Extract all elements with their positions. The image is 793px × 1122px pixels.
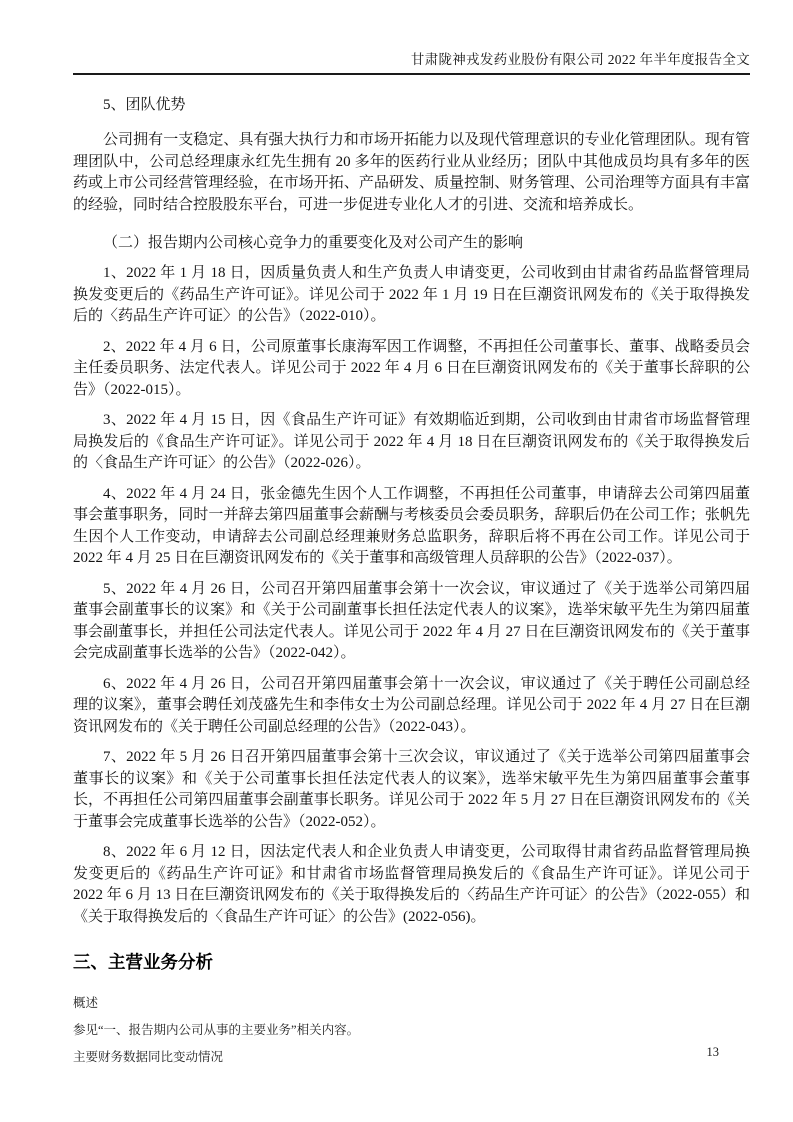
team-advantage-heading: 5、团队优势 [103, 97, 186, 113]
report-body [73, 94, 750, 1065]
change-item-3: 3、2022 年 4 月 15 日，因《食品生产许可证》有效期临近到期，公司收到由甘肃省市场监督管理局换发后的《食品生产许可证》。详见公司于 2022 年 4 月 18 日在巨潮资讯网发布的《关于取得换发后的〈食品生产许可证〉的公告》（2022-026）。 [73, 412, 750, 471]
page-number: 13 [706, 1045, 719, 1059]
report-header-title: 甘肃陇神戎发药业股份有限公司 2022 年半年度报告全文 [73, 52, 750, 75]
core-competitiveness-changes-heading: （二）报告期内公司核心竞争力的重要变化及对公司产生的影响 [103, 235, 524, 251]
change-item-8: 8、2022 年 6 月 12 日，因法定代表人和企业负责人申请变更，公司取得甘肃省药品监督管理局换发变更后的《药品生产许可证》和甘肃省市场监督管理局换发后的《食品生产许可证》。详见公司于 2022 年 6 月 13 日在巨潮资讯网发布的《关于取得换发后的〈药品生产许可证〉的公告》（2022-055）和《关于取得换发后的〈食品生产许可证〉的公告》(2022-056)。 [73, 844, 750, 925]
main-business-analysis-heading: 三、主营业务分析 [73, 952, 213, 972]
overview-label: 概述 [73, 996, 99, 1010]
overview-reference-text: 参见“一、报告期内公司从事的主要业务”相关内容。 [73, 1023, 360, 1037]
change-item-7: 7、2022 年 5 月 26 日召开第四届董事会第十三次会议，审议通过了《关于选举公司第四届董事会董事长的议案》和《关于公司董事长担任法定代表人的议案》，选举宋敏平先生为第四届董事会董事长，不再担任公司第四届董事会副董事长职务。详见公司于 2022 年 5 月 27 日在巨潮资讯网发布的《关于董事会完成董事长选举的公告》（2022-052）。 [73, 749, 750, 830]
change-item-4: 4、2022 年 4 月 24 日，张金德先生因个人工作调整，不再担任公司董事，申请辞去公司第四届董事会董事职务，同时一并辞去第四届董事会薪酬与考核委员会委员职务，辞职后仍在公司工作；张帆先生因个人工作变动，申请辞去公司副总经理兼财务总监职务，辞职后将不再在公司工作。详见公司于 2022 年 4 月 25 日在巨潮资讯网发布的《关于董事和高级管理人员辞职的公告》（2022-037）。 [73, 485, 750, 566]
financial-data-change-label: 主要财务数据同比变动情况 [73, 1050, 224, 1064]
change-item-1: 1、2022 年 1 月 18 日，因质量负责人和生产负责人申请变更，公司收到由甘肃省药品监督管理局换发变更后的《药品生产许可证》。详见公司于 2022 年 1 月 19 日在巨潮资讯网发布的《关于取得换发后的〈药品生产许可证〉的公告》（2022-010）。 [73, 265, 750, 324]
change-item-6: 6、2022 年 4 月 26 日，公司召开第四届董事会第十一次会议，审议通过了《关于聘任公司副总经理的议案》，董事会聘任刘茂盛先生和李伟女士为公司副总经理。详见公司于 2022 年 4 月 27 日在巨潮资讯网发布的《关于聘任公司副总经理的公告》（2022-043）。 [73, 675, 750, 735]
change-item-5: 5、2022 年 4 月 26 日，公司召开第四届董事会第十一次会议，审议通过了《关于选举公司第四届董事会副董事长的议案》和《关于公司副董事长担任法定代表人的议案》，选举宋敏平先生为第四届董事会副董事长，并担任公司法定代表人。详见公司于 2022 年 4 月 27 日在巨潮资讯网发布的《关于董事会完成副董事长选举的公告》（2022-042）。 [73, 580, 750, 661]
team-advantage-paragraph: 公司拥有一支稳定、具有强大执行力和市场开拓能力以及现代管理意识的专业化管理团队。现有管理团队中，公司总经理康永红先生拥有 20 多年的医药行业从业经历；团队中其他成员均具有多年的医药或上市公司经营管理经验，在市场开拓、产品研发、质量控制、财务管理、公司治理等方面具有丰富的经验，同时结合控股股东平台，可进一步促进专业化人才的引进、交流和培养成长。 [73, 132, 750, 213]
change-item-2: 2、2022 年 4 月 6 日，公司原董事长康海军因工作调整，不再担任公司董事长、董事、战略委员会主任委员职务、法定代表人。详见公司于 2022 年 4 月 6 日在巨潮资讯网发布的《关于董事长辞职的公告》（2022-015）。 [73, 338, 750, 398]
